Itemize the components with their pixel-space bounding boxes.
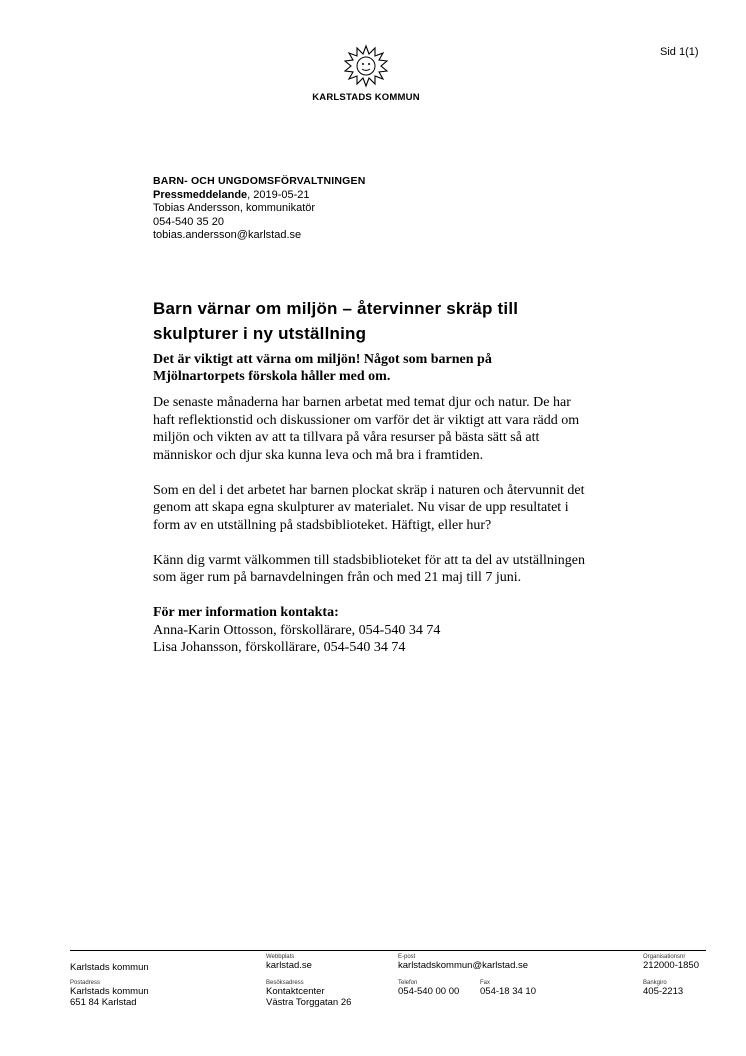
contact-title: För mer information kontakta: — [153, 605, 339, 620]
lead-paragraph — [153, 351, 623, 385]
text-line: form av en utställning på stadsbiblioteket. Häftigt, eller hur? — [153, 517, 492, 533]
footer-org-name: Karlstads kommun — [70, 962, 149, 973]
footer-post-label: Postadress — [70, 980, 101, 986]
footer-fax-label: Fax — [480, 980, 491, 986]
doc-type: Pressmeddelande — [153, 188, 248, 201]
footer-web-label: Webbplats — [266, 954, 295, 960]
doc-type-line — [153, 189, 366, 203]
footer-fax: 054-18 34 10 — [480, 986, 536, 997]
paragraph — [153, 394, 633, 464]
contact-email[interactable]: tobias.andersson@karlstad.se — [153, 229, 302, 241]
lead-line: Det är viktigt att värna om miljön! Något som barnen på — [153, 352, 492, 367]
paragraph — [153, 552, 633, 587]
footer-visit-line: Kontaktcenter — [266, 986, 325, 997]
paragraph — [153, 482, 633, 535]
doc-date: , 2019-05-21 — [247, 188, 310, 201]
municipality-logo — [300, 44, 432, 103]
headline-line: Barn värnar om miljön – återvinner skräp till — [153, 299, 519, 318]
footer-visit-line: Västra Torggatan 26 — [266, 997, 352, 1008]
footer-email[interactable]: karlstadskommun@karlstad.se — [398, 960, 529, 971]
text-line: De senaste månaderna har barnen arbetat med temat djur och natur. De har — [153, 395, 571, 410]
footer-phone: 054-540 00 00 — [398, 986, 460, 997]
footer-divider — [70, 950, 706, 951]
department-name: BARN- OCH UNGDOMSFÖRVALTNINGEN — [153, 175, 366, 187]
contact-person-line: Anna-Karin Ottosson, förskollärare, 054-540 34 74 — [153, 622, 441, 638]
text-line: haft reflektionstid och diskussioner om varför det är viktigt att vara rädd om — [153, 412, 580, 428]
headline-line: skulpturer i ny utställning — [153, 324, 367, 343]
footer-email-label: E-post — [398, 954, 416, 960]
body-text — [153, 394, 633, 657]
text-line: människor och djur ska kunna leva och må bra i framtiden. — [153, 447, 484, 463]
page-number: Sid 1(1) — [660, 46, 699, 58]
footer-bank-label: Bankgiro — [643, 980, 667, 986]
lead-line: Mjölnartorpets förskola håller med om. — [153, 369, 391, 384]
text-line: som äger rum på barnavdelningen från och med 21 maj till 7 juni. — [153, 570, 522, 585]
footer-post-line: 651 84 Karlstad — [70, 997, 137, 1008]
headline — [153, 296, 623, 346]
footer-orgnr-label: Organisationsnr — [643, 954, 686, 960]
footer-bank: 405-2213 — [643, 986, 684, 997]
text-line: Som en del i det arbetet har barnen plockat skräp i naturen och återvunnit det — [153, 482, 585, 498]
text-line: Känn dig varmt välkommen till stadsbiblioteket för att ta del av utställningen — [153, 552, 585, 568]
footer-visit-label: Besöksadress — [266, 980, 304, 986]
contact-person-line: Lisa Johansson, förskollärare, 054-540 34 74 — [153, 640, 406, 655]
contact-section — [153, 604, 633, 657]
text-line: miljön och vikten av att ta tillvara på våra resurser på bästa sätt så att — [153, 430, 540, 445]
footer-phone-label: Telefon — [398, 980, 418, 986]
contact-phone: 054-540 35 20 — [153, 215, 224, 228]
sender-block — [153, 175, 366, 243]
text-line: genom att skapa egna skulpturer av materialet. Nu visar de upp resultatet i — [153, 500, 569, 515]
sun-face-icon — [343, 44, 389, 90]
footer-orgnr: 212000-1850 — [643, 960, 699, 971]
contact-person: Tobias Andersson, kommunikatör — [153, 202, 316, 214]
footer-post-line: Karlstads kommun — [70, 986, 149, 997]
logo-text: KARLSTADS KOMMUN — [312, 92, 420, 103]
footer-web[interactable]: karlstad.se — [266, 960, 312, 971]
